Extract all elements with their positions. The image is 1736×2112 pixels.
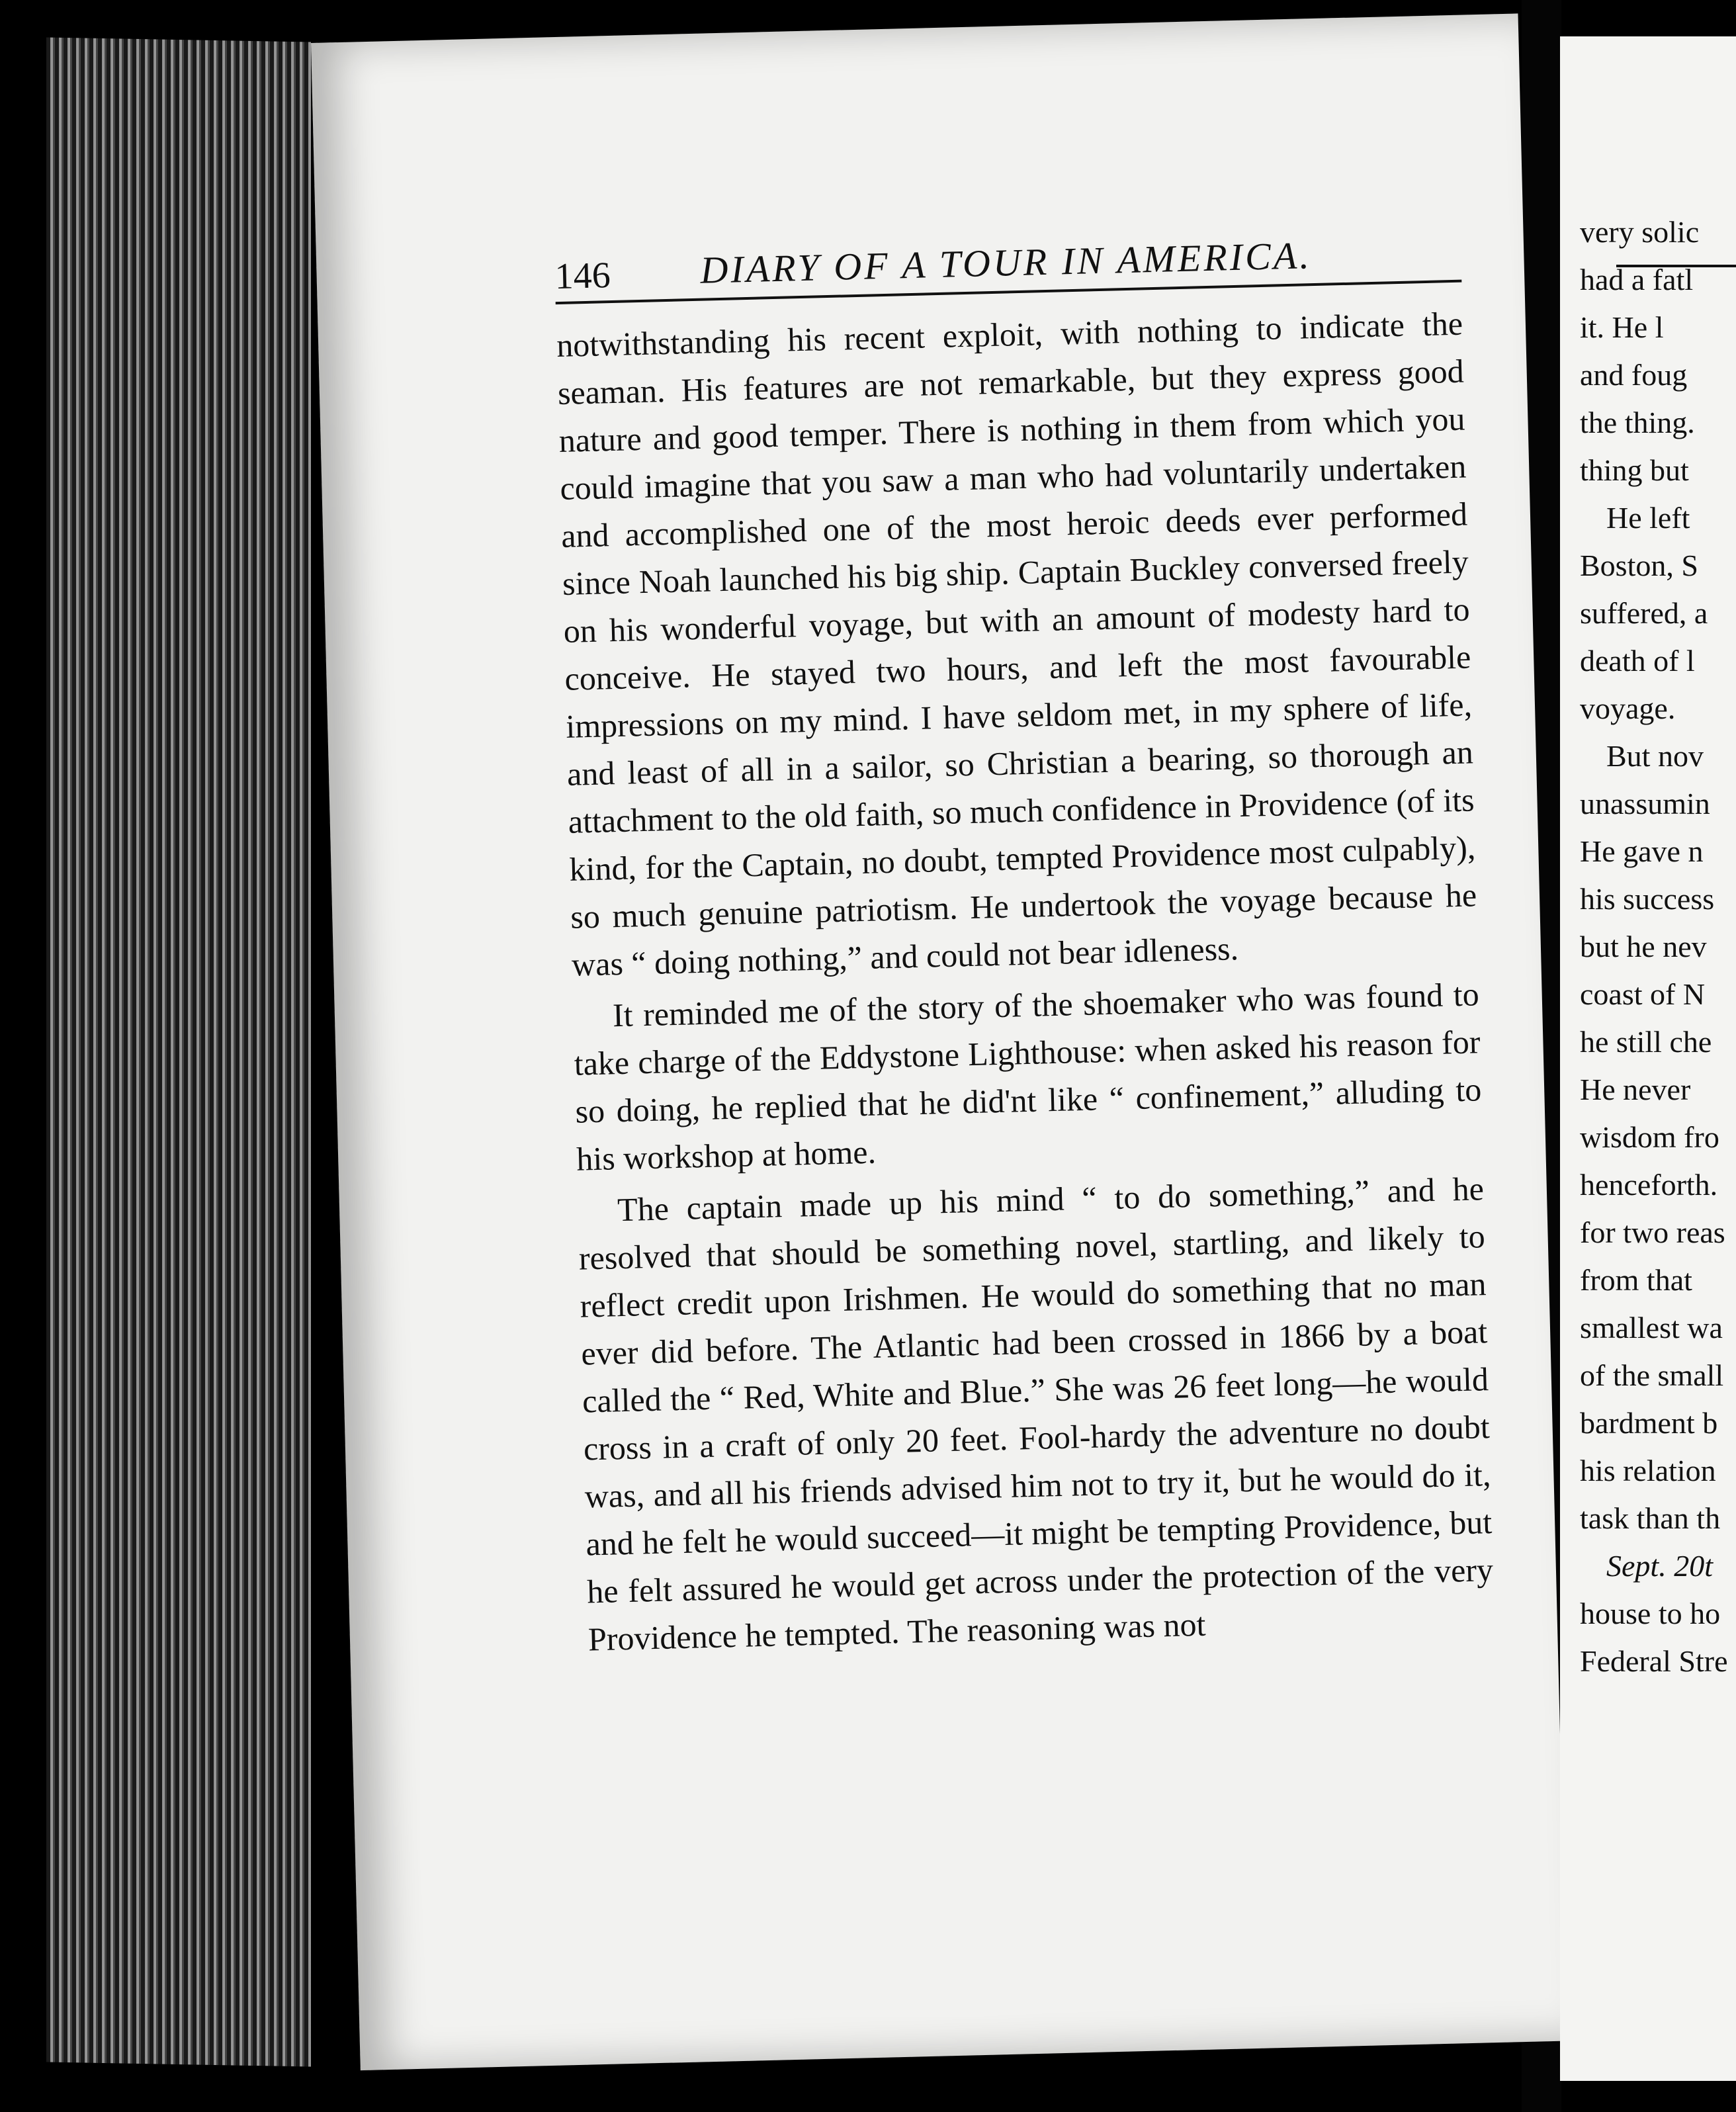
right-page-line: had a fatl: [1580, 263, 1694, 296]
page-number: 146: [554, 255, 611, 298]
right-page-line: house to ho: [1580, 1597, 1721, 1630]
running-head: [554, 234, 1461, 304]
right-page-line: Federal Stre: [1580, 1644, 1728, 1678]
paragraph-3: The captain made up his mind “ to do something,” and he resolved that should be something novel, startling, and likely to reflect credit upon Irishmen. He would do something that no man ever did before. The Atlantic had been crossed in 1866 by a boat called the “ Red, White and Blue.” She was 26 feet long—he would cross in a craft of only 20 feet. Fool-hardy the adventure no doubt was, and all his friends advised him not to try it, but he would do it, and he felt he would succeed—it might be tempting Providence, but he felt assured he would get across under the protection of the very Providence he tempted. The reasoning was not: [578, 1170, 1494, 1658]
right-page-line: wisdom fro: [1580, 1120, 1719, 1154]
right-page-line: bardment b: [1580, 1406, 1718, 1440]
running-title: DIARY OF A TOUR IN AMERICA.: [699, 234, 1313, 292]
right-page-line: death of l: [1580, 644, 1695, 678]
right-page: [1560, 36, 1736, 2081]
right-page-line: he still che: [1580, 1025, 1712, 1059]
right-page-line: the thing.: [1580, 406, 1695, 439]
right-page-line: suffered, a: [1580, 596, 1708, 630]
right-page-line: smallest wa: [1580, 1311, 1723, 1344]
right-page-line: from that: [1580, 1263, 1692, 1297]
right-page-line: for two reas: [1580, 1215, 1725, 1249]
body-text: [556, 300, 1495, 1663]
paragraph-2: It reminded me of the story of the shoemaker who was found to take charge of the Eddystone Lighthouse: when asked his reason for so doing, he replied that he did'nt like “ confinement,” alluding to his workshop at home.: [574, 975, 1482, 1178]
right-page-line: unassumin: [1580, 787, 1710, 820]
right-page-line: voyage.: [1580, 691, 1676, 725]
right-page-line: his success: [1580, 882, 1715, 916]
right-page-line: But nov: [1606, 739, 1704, 773]
page-edges: [46, 38, 311, 2067]
right-page-line: very solic: [1580, 215, 1700, 249]
right-page-line: of the small: [1580, 1358, 1724, 1392]
paragraph-1: notwithstanding his recent exploit, with nothing to indicate the seaman. His features are not remarkable, but they express good nature and good temper. There is nothing in them from which you could imagine that you saw a man who had voluntarily undertaken and accomplished one of the most heroic deeds ever performed since Noah launched his big ship. Captain Buckley conversed freely on his wonderful voyage, but with an amount of modesty hard to conceive. He stayed two hours, and left the most favourable impressions on my mind. I have seldom met, in my sphere of life, and least of all in a sailor, so Christian a bearing, so thorough an attachment to the old faith, so much confidence in Providence (of its kind, for the Captain, no doubt, tempted Providence most culpably), so much genuine patriotism. He undertook the voyage because he was “ doing nothing,” and could not bear idleness.: [556, 304, 1477, 983]
right-page-line: He left: [1606, 501, 1690, 535]
right-page-line: his relation: [1580, 1454, 1716, 1487]
right-page-line: thing but: [1580, 453, 1689, 487]
right-page-line: Sept. 20t: [1606, 1549, 1713, 1583]
right-page-line: and foug: [1580, 358, 1688, 392]
right-page-line: task than th: [1580, 1501, 1721, 1535]
right-page-line: He never: [1580, 1073, 1691, 1106]
left-page: [311, 13, 1567, 2070]
right-page-line: He gave n: [1580, 834, 1704, 868]
right-page-line: henceforth.: [1580, 1168, 1718, 1202]
right-page-text: [1580, 208, 1736, 1685]
right-page-line: Boston, S: [1580, 549, 1698, 582]
right-page-line: but he nev: [1580, 930, 1707, 963]
right-page-line: coast of N: [1580, 977, 1706, 1011]
right-page-line: it. He l: [1580, 310, 1664, 344]
